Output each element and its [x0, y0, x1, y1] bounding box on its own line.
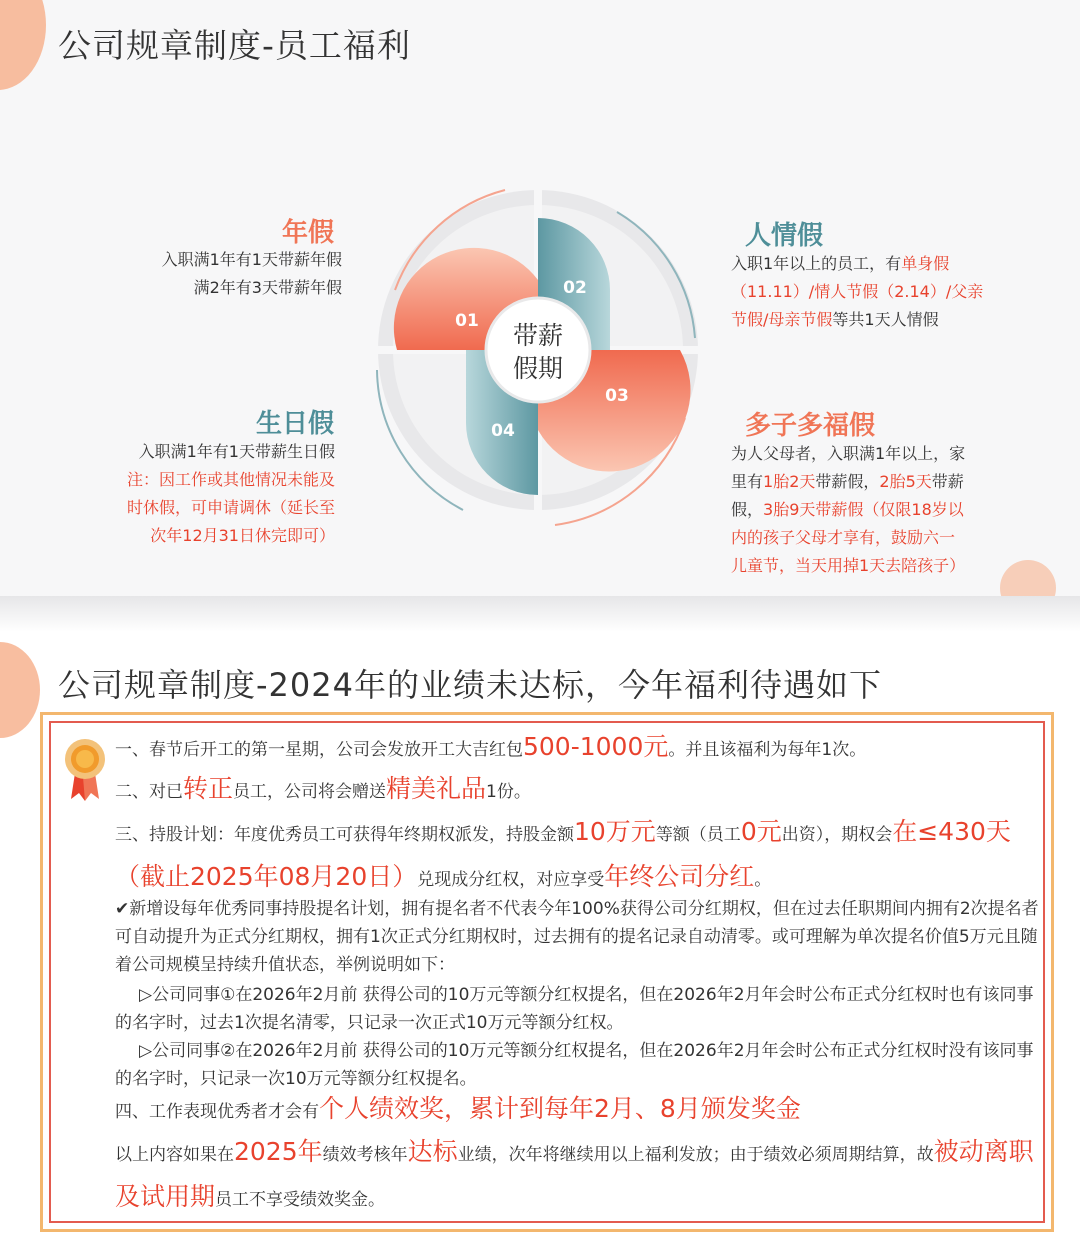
decorative-circle-top-left — [0, 0, 46, 90]
slide-title: 公司规章制度-员工福利 — [58, 26, 411, 65]
medal-icon — [63, 737, 107, 803]
annual-leave-description: 入职满1年有1天带薪年假 满2年有3天带薪年假 — [161, 250, 342, 297]
annual-leave-title: 年假 — [282, 218, 335, 248]
birthday-leave-description: 入职满1年有1天带薪生日假 注：因工作或其他情况未能及 时休假，可申请调休（延长至 次年12月31日休完即可） — [126, 442, 335, 545]
benefit-item-1: 一、春节后开工的第一星期，公司会发放开工大吉红包500-1000元。并且该福利为每年1次。 — [115, 732, 867, 761]
center-label-line2: 假期 — [512, 354, 564, 383]
quadrant-number-04: 04 — [491, 421, 515, 441]
quadrant-number-03: 03 — [605, 386, 629, 406]
nomination-note: ✔新增设每年优秀同事持股提名计划，拥有提名者不代表今年100%获得公司分红期权，但在过去任职期间内拥有2次提名者可自动提升为正式分红期权，拥有1次正式分红期权时，过去拥有的提名记录自动清零。或可理解为单次提名价值5万元且随着公司规模呈持续升值状态，举例说明如下： — [115, 899, 1039, 975]
center-circle — [486, 298, 590, 402]
decorative-circle-bottom-right — [1000, 560, 1056, 600]
slide-title-2: 公司规章制度-2024年的业绩未达标，今年福利待遇如下 — [58, 666, 882, 704]
nomination-example-2: ▷公司同事②在2026年2月前 获得公司的10万元等额分红权提名，但在2026年2月年会时公布正式分红权时没有该同事的名字时，只记录一次10万元等额分红权提名。 — [115, 1041, 1034, 1089]
birthday-leave-title: 生日假 — [256, 409, 335, 439]
benefit-item-2: 二、对已转正员工，公司将会赠送精美礼品1份。 — [115, 774, 531, 803]
nomination-example-1: ▷公司同事①在2026年2月前 获得公司的10万元等额分红权提名，但在2026年2月年会时公布正式分红权时也有该同事的名字时，过去1次提名清零，只记录一次正式10万元等额分红权。 — [115, 985, 1034, 1033]
personal-leave-description: 入职1年以上的员工，有单身假 （11.11）/情人节假（2.14）/父亲 节假/母亲节假等共1天人情假 — [731, 254, 984, 329]
benefits-2025-slide — [0, 632, 1080, 1242]
benefits-box — [40, 712, 1054, 1232]
quadrant-number-01: 01 — [455, 311, 479, 331]
slide-divider — [0, 596, 1080, 632]
family-leave-description: 为人父母者，入职满1年以上，家 里有1胎2天带薪假，2胎5天带薪 假，3胎9天带薪假（仅限18岁以 内的孩子父母才享有，鼓励六一 儿童节，当天用掉1天去陪孩子） — [731, 444, 966, 575]
benefit-item-4: 四、工作表现优秀者才会有个人绩效奖，累计到每年2月、8月颁发奖金 — [115, 1094, 801, 1123]
benefit-conditions: 以上内容如果在2025年绩效考核年达标业绩，次年将继续用以上福利发放；由于绩效必须周期结算，故被动离职及试用期员工不享受绩效奖金。 — [115, 1137, 1034, 1211]
quadrant-number-02: 02 — [563, 278, 587, 298]
paid-leave-diagram — [355, 180, 725, 540]
decorative-circle-left — [0, 642, 40, 738]
benefits-slide — [0, 0, 1080, 600]
personal-leave-title: 人情假 — [745, 221, 824, 251]
benefit-item-3: 三、持股计划：年度优秀员工可获得年终期权派发，持股金额10万元等额（员工0元出资），期权会在≤430天（截止2025年08月20日）兑现成分红权，对应享受年终公司分红。 — [115, 817, 1011, 891]
family-leave-title: 多子多福假 — [745, 411, 876, 441]
center-label-line1: 带薪 — [512, 321, 564, 350]
